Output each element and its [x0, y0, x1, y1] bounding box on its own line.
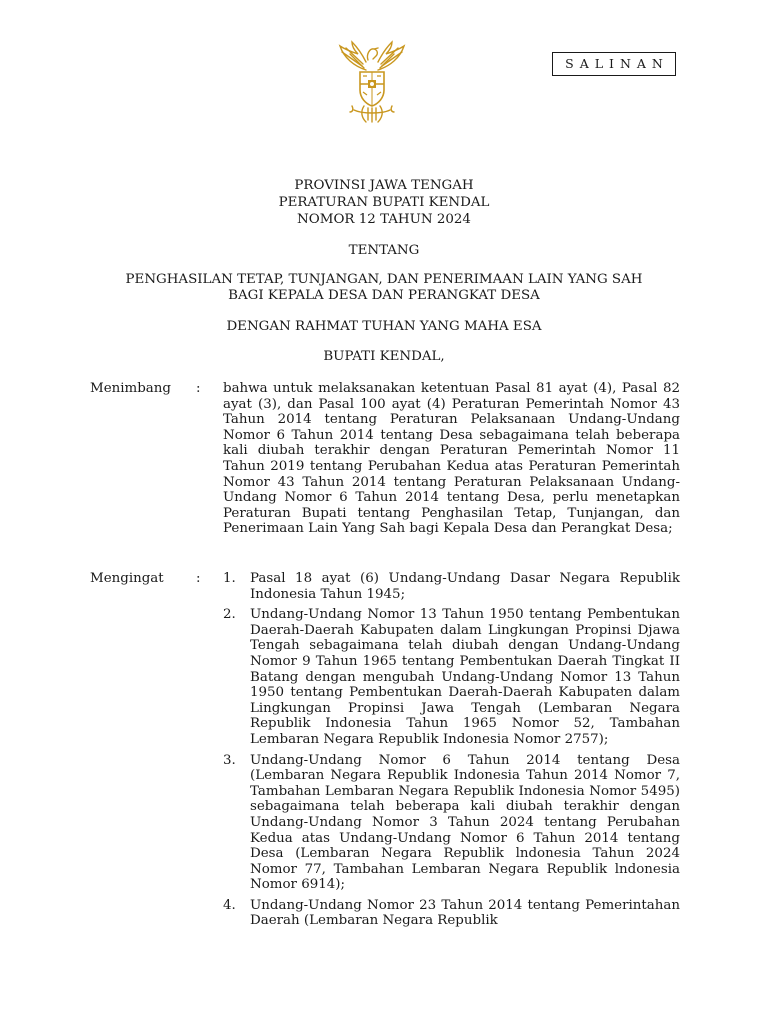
regulation-number: NOMOR 12 TAHUN 2024: [297, 212, 471, 227]
mengingat-colon: :: [196, 571, 201, 586]
menimbang-section: [90, 381, 680, 537]
list-item: [223, 607, 680, 747]
menimbang-label: Menimbang: [90, 381, 171, 396]
list-item-text: Undang-Undang Nomor 23 Tahun 2014 tentang Pemerintahan Daerah (Lembaran Negara Republik: [250, 897, 680, 929]
list-item-number: 4.: [223, 897, 236, 913]
mengingat-list: [223, 571, 680, 929]
list-item-text: Pasal 18 ayat (6) Undang-Undang Dasar Negara Republik Indonesia Tahun 1945;: [250, 571, 680, 602]
list-item: [223, 753, 680, 893]
list-item-text: Undang-Undang Nomor 6 Tahun 2014 tentang Desa (Lembaran Negara Republik Indonesia Tahun 2014 Nomor 7, Tambahan Lembaran Negara Republik Indonesia Nomor 5495) sebagaimana telah beberapa kali diubah terakhir dengan Undang-Undang Nomor 3 Tahun 2024 tentang Perubahan Kedua atas Undang-Undang Nomor 6 Tahun 2014 tentang Desa (Lembaran Negara Republik lndonesia Tahun 2024 Nomor 77, Tambahan Lembaran Negara Republik lndonesia Nomor 6914);: [250, 752, 680, 893]
menimbang-colon: :: [196, 381, 201, 396]
mengingat-section: [90, 571, 680, 934]
list-item: [223, 571, 680, 602]
list-item-number: 3.: [223, 752, 236, 768]
subject-line-1: PENGHASILAN TETAP, TUNJANGAN, DAN PENERIMAAN LAIN YANG SAH: [125, 272, 643, 287]
regulation-title: PERATURAN BUPATI KENDAL: [278, 195, 490, 210]
subject-line-2: BAGI KEPALA DESA DAN PERANGKAT DESA: [228, 288, 540, 303]
garuda-emblem-icon: [332, 40, 412, 124]
salinan-stamp: SALINAN: [552, 52, 676, 76]
issuer: BUPATI KENDAL,: [323, 349, 445, 364]
tentang-heading: TENTANG: [348, 243, 420, 258]
menimbang-text: bahwa untuk melaksanakan ketentuan Pasal 81 ayat (4), Pasal 82 ayat (3), dan Pasal 100 ayat (4) Peraturan Pemerintah Nomor 43 Tahun 2014 tentang Peraturan Pelaksanaan Undang-Undang Nomor 6 Tahun 2014 tentang Desa sebagaimana telah beberapa kali diubah terakhir dengan Peraturan Pemerintah Nomor 11 Tahun 2019 tentang Perubahan Kedua atas Peraturan Pemerintah Nomor 43 Tahun 2014 tentang Peraturan Pelaksanaan Undang-Undang Nomor 6 Tahun 2014 tentang Desa, perlu menetapkan Peraturan Bupati tentang Penghasilan Tetap, Tunjangan, dan Penerimaan Lain Yang Sah bagi Kepala Desa dan Perangkat Desa;: [223, 381, 680, 537]
list-item: [223, 898, 680, 929]
province-title: PROVINSI JAWA TENGAH: [294, 178, 474, 193]
list-item-text: Undang-Undang Nomor 13 Tahun 1950 tentang Pembentukan Daerah-Daerah Kabupaten dalam Lingkungan Propinsi Djawa Tengah sebagaimana telah diubah dengan Undang-Undang Nomor 9 Tahun 1965 tentang Pembentukan Daerah Tingkat II Batang dengan mengubah Undang-Undang Nomor 13 Tahun 1950 tentang Pembentukan Daerah-Daerah Kabupaten dalam Lingkungan Propinsi Jawa Tengah (Lembaran Negara Republik Indonesia Tahun 1965 Nomor 52, Tambahan Lembaran Negara Republik Indonesia Nomor 2757);: [250, 607, 680, 747]
list-item-number: 1.: [223, 571, 236, 586]
mengingat-label: Mengingat: [90, 571, 164, 586]
list-item-number: 2.: [223, 607, 236, 623]
invocation: DENGAN RAHMAT TUHAN YANG MAHA ESA: [226, 319, 542, 334]
